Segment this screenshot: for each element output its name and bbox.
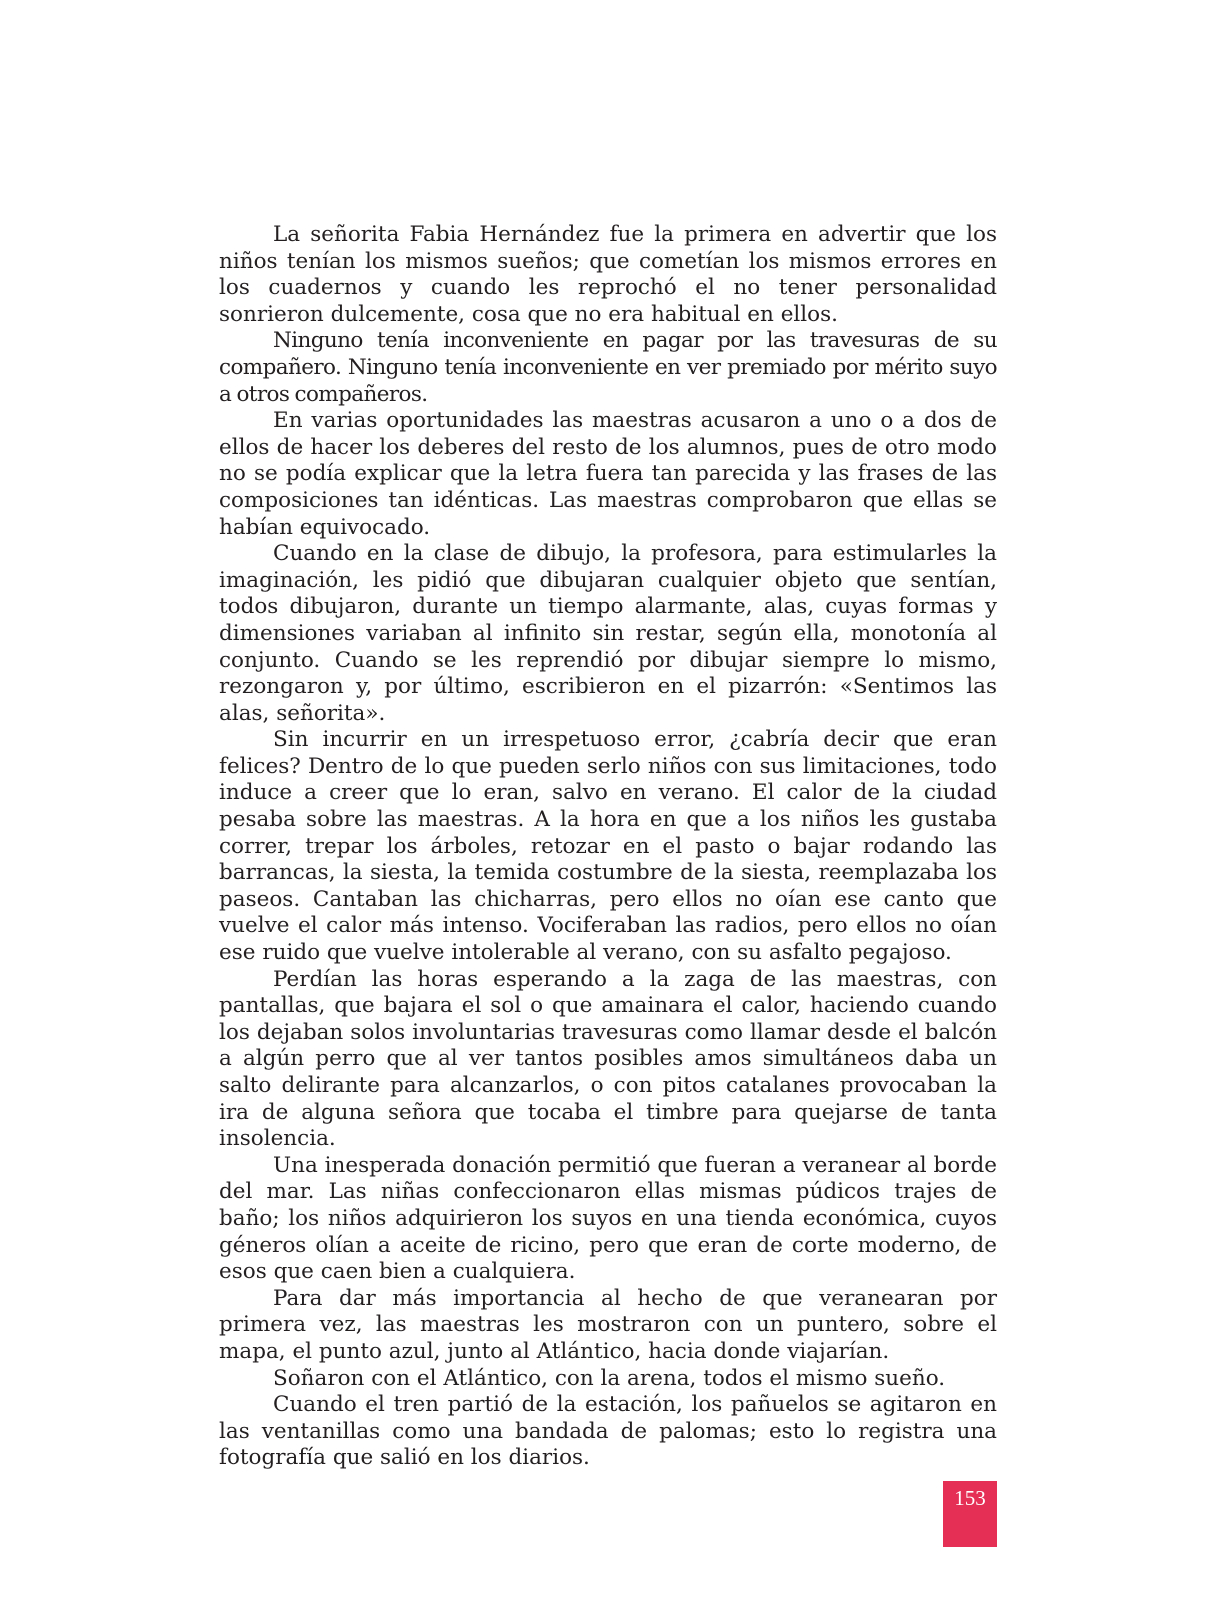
paragraph: Una inesperada donación permitió que fueran a veranear al borde del mar. Las niñas confeccionaron ellas mismas púdicos trajes de baño; los niños adquirieron los suyos en una tienda económica, cuyos géneros olían a aceite de ricino, pero que eran de corte moderno, de esos que caen bien a cualquiera. xyxy=(219,1152,997,1285)
body-text xyxy=(219,222,997,1472)
paragraph: Ninguno tenía inconveniente en pagar por las travesuras de su compañero. Ninguno tenía inconveniente en ver premiado por mérito suyo a otros compañeros. xyxy=(219,328,997,407)
paragraph: La señorita Fabia Hernández fue la primera en advertir que los niños tenían los mismos sueños; que cometían los mismos errores en los cuadernos y cuando les reprochó el no tener personalidad sonrieron dulcemente, cosa que no era habitual en ellos. xyxy=(219,222,997,327)
paragraph: Cuando en la clase de dibujo, la profesora, para estimularles la imaginación, les pidió que dibujaran cualquier objeto que sentían, todos dibujaron, durante un tiempo alarmante, alas, cuyas formas y dimensiones variaban al infinito sin restar, según ella, monotonía al conjunto. Cuando se les reprendió por dibujar siempre lo mismo, rezongaron y, por último, escribieron en el pizarrón: «Sentimos las alas, señorita». xyxy=(219,541,997,726)
paragraph: Cuando el tren partió de la estación, los pañuelos se agitaron en las ventanillas como una bandada de palomas; esto lo registra una fotografía que salió en los diarios. xyxy=(219,1392,997,1471)
page-number: 153 xyxy=(954,1486,986,1510)
paragraph: Perdían las horas esperando a la zaga de las maestras, con pantallas, que bajara el sol o que amainara el calor, haciendo cuando los dejaban solos involuntarias travesuras como llamar desde el balcón a algún perro que al ver tantos posibles amos simultáneos daba un salto delirante para alcanzarlos, o con pitos catalanes provocaban la ira de alguna señora que tocaba el timbre para quejarse de tanta insolencia. xyxy=(219,966,997,1152)
page-number-badge xyxy=(943,1481,997,1547)
paragraph: En varias oportunidades las maestras acusaron a uno o a dos de ellos de hacer los deberes del resto de los alumnos, pues de otro modo no se podía explicar que la letra fuera tan parecida y las frases de las composiciones tan idénticas. Las maestras comprobaron que ellas se habían equivocado. xyxy=(219,408,997,540)
paragraph: Soñaron con el Atlántico, con la arena, todos el mismo sueño. xyxy=(273,1365,946,1391)
paragraph: Sin incurrir en un irrespetuoso error, ¿cabría decir que eran felices? Dentro de lo que pueden serlo niños con sus limitaciones, todo induce a creer que lo eran, salvo en verano. El calor de la ciudad pesaba sobre las maestras. A la hora en que a los niños les gustaba correr, trepar los árboles, retozar en el pasto o bajar rodando las barrancas, la siesta, la temida costumbre de la siesta, reemplazaba los paseos. Cantaban las chicharras, pero ellos no oían ese canto que vuelve el calor más intenso. Vociferaban las radios, pero ellos no oían ese ruido que vuelve intolerable al verano, con su asfalto pegajoso. xyxy=(219,727,997,966)
paragraph: Para dar más importancia al hecho de que veranearan por primera vez, las maestras les mostraron con un puntero, sobre el mapa, el punto azul, junto al Atlántico, hacia donde viajarían. xyxy=(219,1285,997,1364)
